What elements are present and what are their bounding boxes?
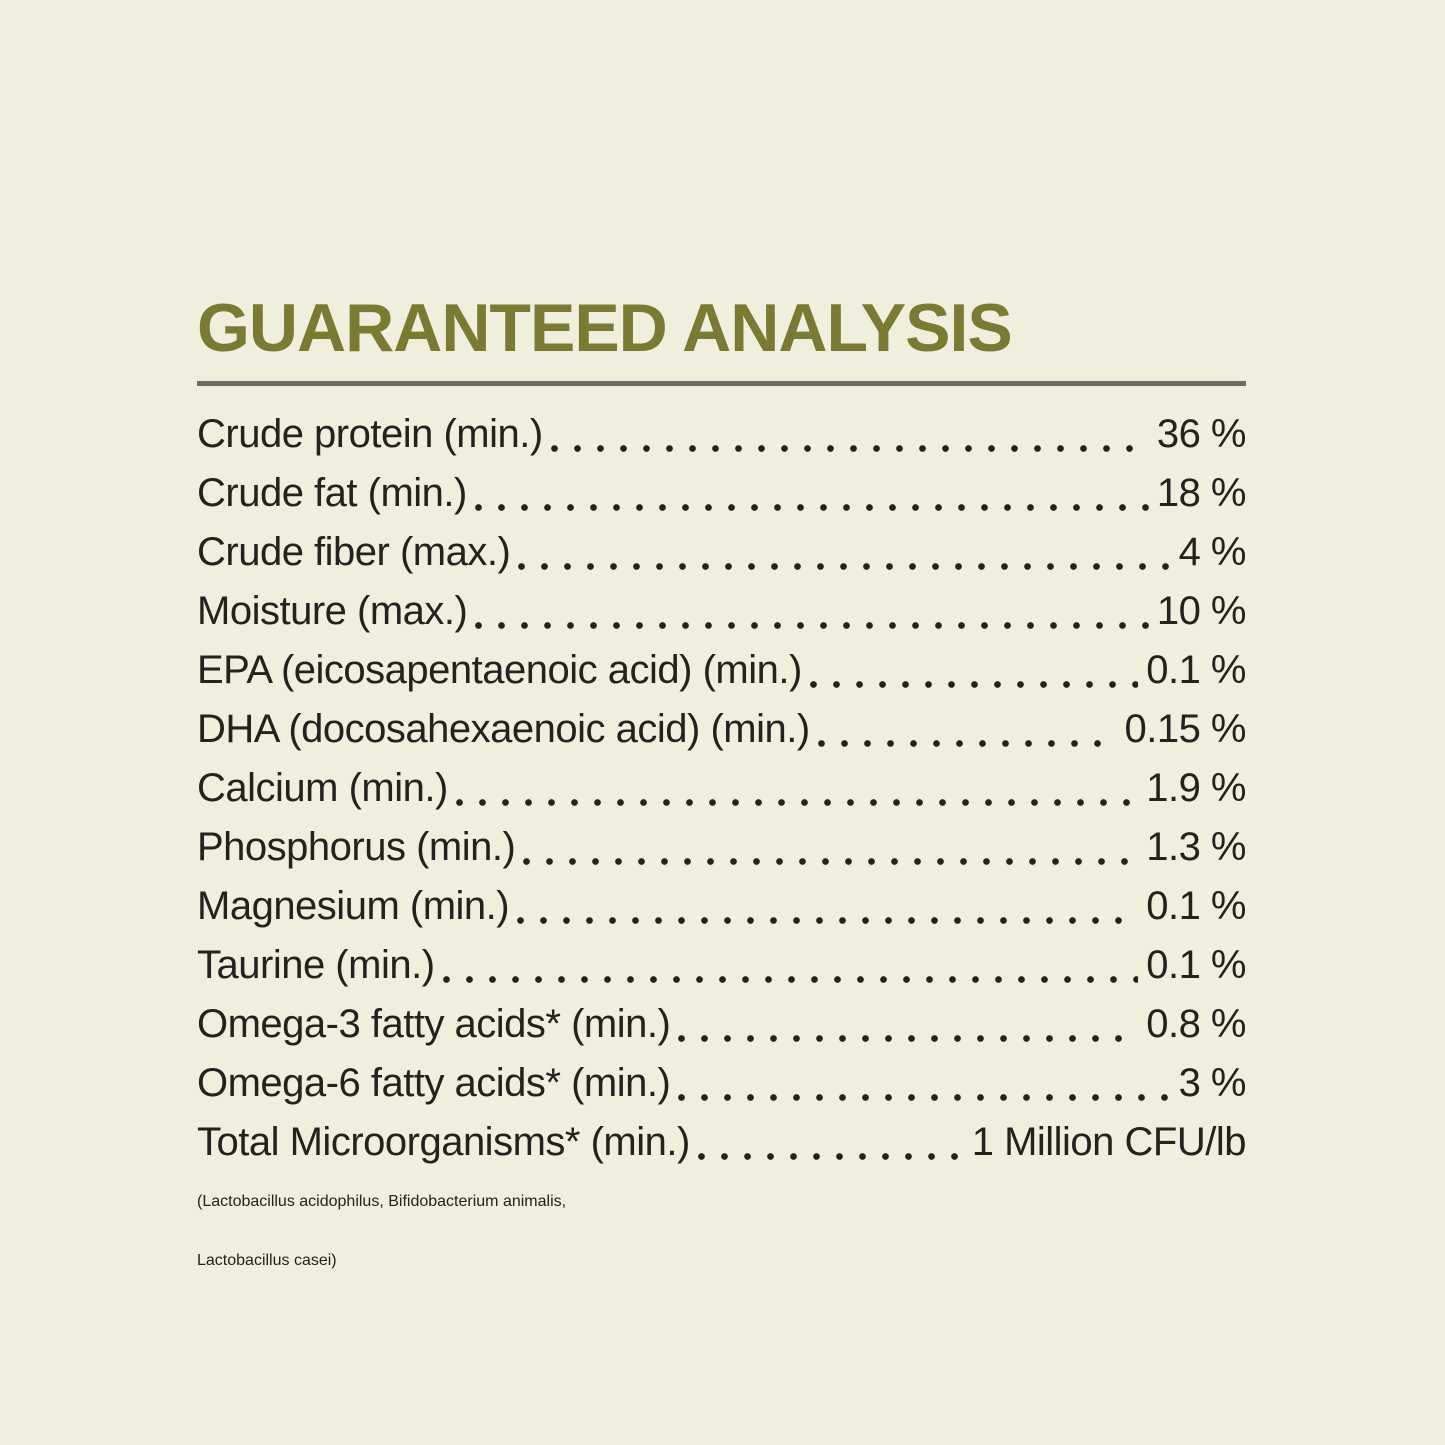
nutrient-value: 0.8 % <box>1146 1002 1246 1046</box>
analysis-table <box>197 405 1246 1172</box>
footnote-line: (Lactobacillus acidophilus, Bifidobacterium animalis, <box>197 1193 567 1210</box>
nutrient-name: Magnesium (min.) <box>197 884 510 928</box>
dot-leader <box>818 740 1117 747</box>
analysis-row <box>197 1113 1246 1172</box>
analysis-row <box>197 759 1246 818</box>
nutrient-value: 18 % <box>1156 471 1246 515</box>
dot-leader <box>517 917 1138 924</box>
nutrient-name: Omega-6 fatty acids* (min.) <box>197 1061 671 1105</box>
nutrient-name: DHA (docosahexaenoic acid) (min.) <box>197 707 810 751</box>
nutrient-name: Taurine (min.) <box>197 943 435 987</box>
dot-leader <box>523 858 1138 865</box>
analysis-row <box>197 936 1246 995</box>
nutrient-value: 0.1 % <box>1146 943 1246 987</box>
nutrient-name: Omega-3 fatty acids* (min.) <box>197 1002 671 1046</box>
analysis-row <box>197 995 1246 1054</box>
page-title: GUARANTEED ANALYSIS <box>197 290 1012 366</box>
nutrient-value: 0.1 % <box>1146 648 1246 692</box>
nutrient-name: Phosphorus (min.) <box>197 825 516 869</box>
microorganisms-footnote <box>197 1172 1246 1290</box>
nutrient-value: 10 % <box>1156 589 1246 633</box>
nutrient-value: 1.9 % <box>1146 766 1246 810</box>
analysis-row <box>197 641 1246 700</box>
dot-leader <box>678 1094 1170 1101</box>
nutrient-value: 4 % <box>1178 530 1246 574</box>
dot-leader <box>518 563 1170 570</box>
guaranteed-analysis-panel <box>197 292 1246 1290</box>
analysis-row <box>197 405 1246 464</box>
nutrient-value: 0.1 % <box>1146 884 1246 928</box>
footnote-line: Lactobacillus casei) <box>197 1252 337 1269</box>
nutrient-name: Calcium (min.) <box>197 766 448 810</box>
dot-leader <box>551 445 1149 452</box>
nutrient-name: Crude fat (min.) <box>197 471 467 515</box>
dot-leader <box>443 976 1139 983</box>
nutrient-name: Crude protein (min.) <box>197 412 543 456</box>
nutrient-name: Moisture (max.) <box>197 589 468 633</box>
title-divider <box>197 381 1246 386</box>
nutrient-value: 0.15 % <box>1124 707 1246 751</box>
nutrient-name: Total Microorganisms* (min.) <box>197 1120 690 1164</box>
dot-leader <box>475 504 1149 511</box>
analysis-row <box>197 818 1246 877</box>
analysis-row <box>197 464 1246 523</box>
analysis-row <box>197 877 1246 936</box>
nutrient-value: 3 % <box>1178 1061 1246 1105</box>
nutrient-value: 1 Million CFU/lb <box>971 1120 1246 1164</box>
dot-leader <box>810 681 1138 688</box>
dot-leader <box>678 1035 1138 1042</box>
dot-leader <box>698 1153 964 1160</box>
nutrient-value: 36 % <box>1156 412 1246 456</box>
dot-leader <box>475 622 1149 629</box>
analysis-row <box>197 582 1246 641</box>
nutrient-value: 1.3 % <box>1146 825 1246 869</box>
analysis-row <box>197 1054 1246 1113</box>
nutrient-name: Crude fiber (max.) <box>197 530 511 574</box>
analysis-row <box>197 523 1246 582</box>
dot-leader <box>456 799 1138 806</box>
nutrient-name: EPA (eicosapentaenoic acid) (min.) <box>197 648 802 692</box>
analysis-row <box>197 700 1246 759</box>
